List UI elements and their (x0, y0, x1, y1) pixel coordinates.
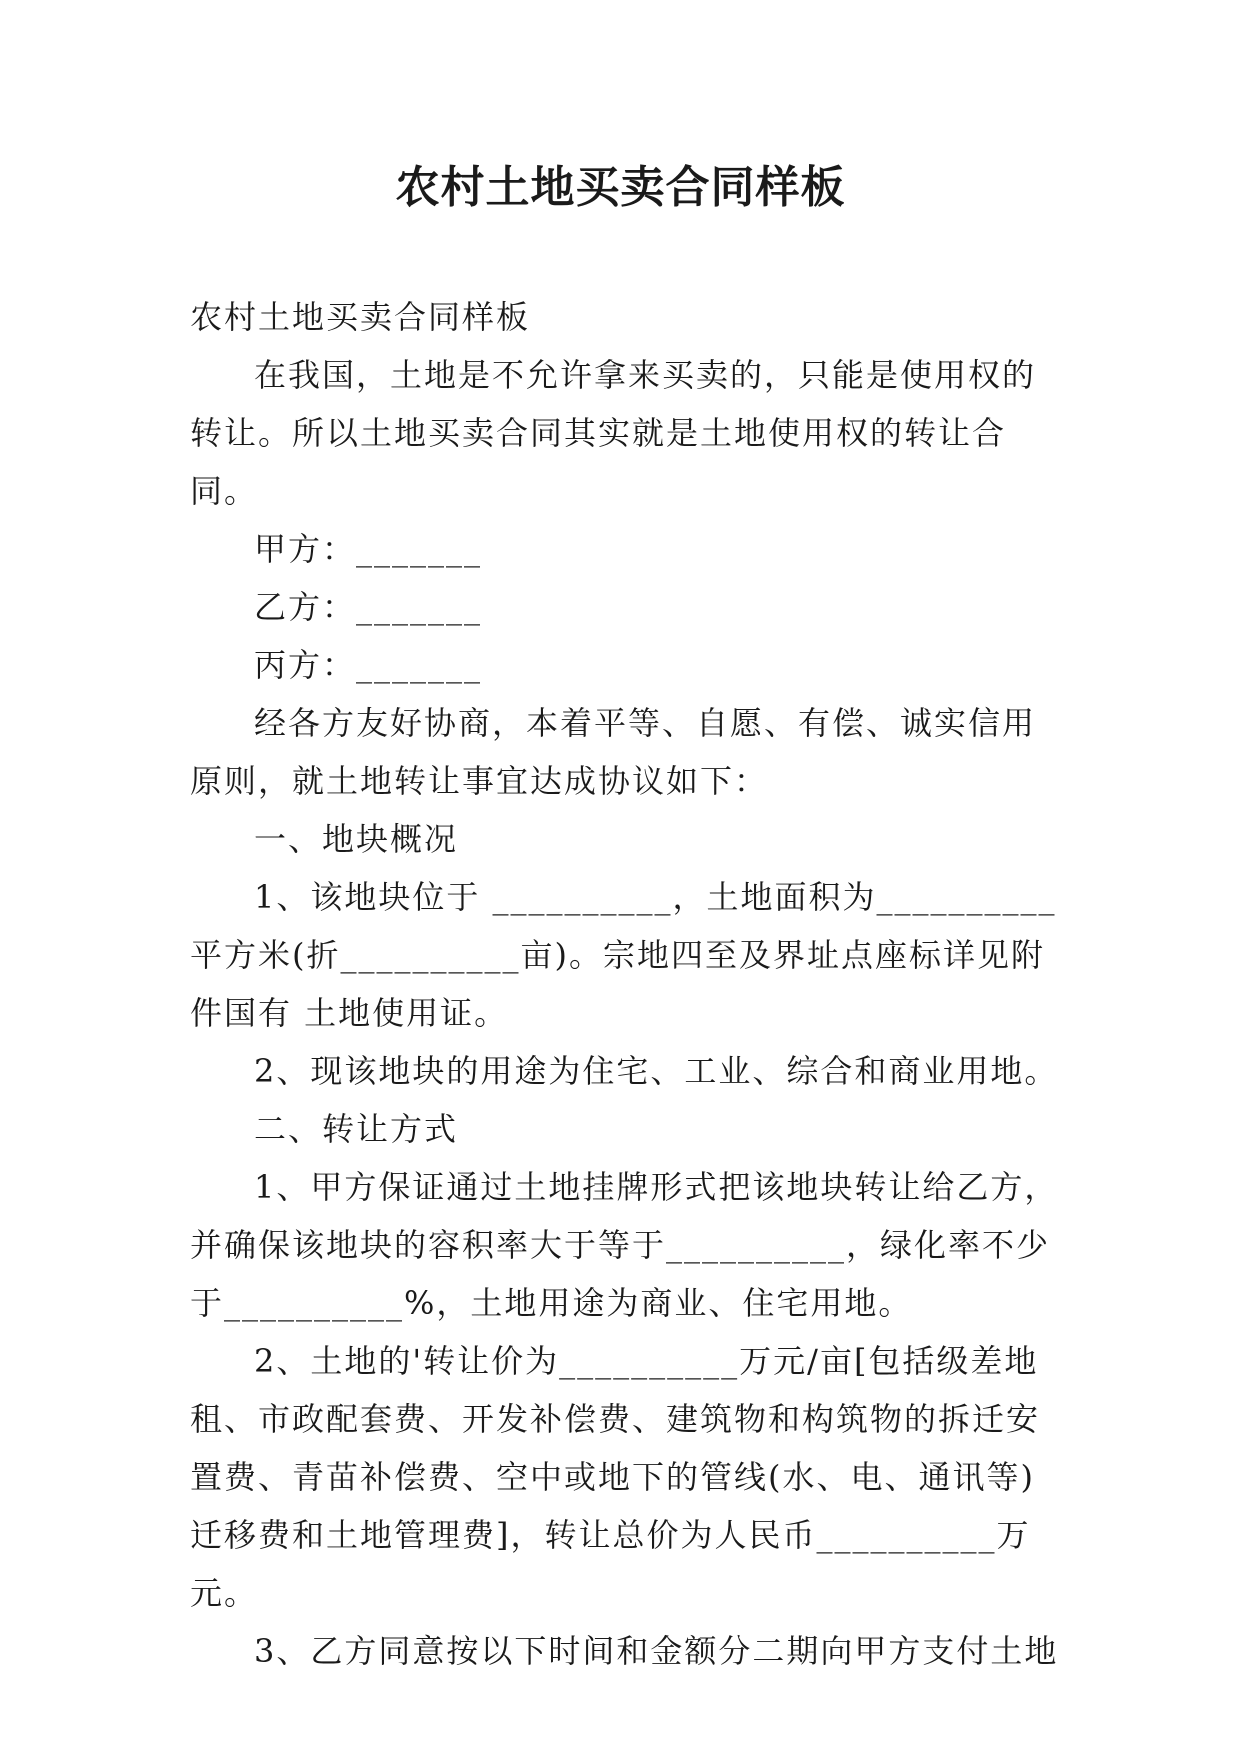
paragraph: 在我国，土地是不允许拿来买卖的，只能是使用权的转让。所以土地买卖合同其实就是土地使用权的转让合同。 (190, 356, 1037, 510)
paragraph: 2、现该地块的用途为住宅、工业、综合和商业用地。 (254, 1052, 1059, 1090)
paragraph: 1、该地块位于 __________，土地面积为__________平方米(折__________亩)。宗地四至及界址点座标详见附件国有 土地使用证。 (190, 878, 1057, 1032)
document-body (190, 288, 1060, 1680)
paragraph: 二、转让方式 (254, 1110, 459, 1148)
paragraph: 乙方：_______ (254, 588, 483, 626)
paragraph: 3、乙方同意按以下时间和金额分二期向甲方支付土地 (254, 1632, 1059, 1670)
paragraph: 2、土地的'转让价为__________万元/亩[包括级差地租、市政配套费、开发补偿费、建筑物和构筑物的拆迁安置费、青苗补偿费、空中或地下的管线(水、电、通讯等)迁移费和土地管理费]，转让总价为人民币__________万元。 (190, 1342, 1041, 1612)
paragraph: 一、地块概况 (254, 820, 459, 858)
paragraph: 丙方：_______ (254, 646, 483, 684)
paragraph: 甲方：_______ (254, 530, 483, 568)
document-title: 农村土地买卖合同样板 (395, 162, 846, 213)
paragraph: 农村土地买卖合同样板 (190, 298, 531, 336)
paragraph: 经各方友好协商，本着平等、自愿、有偿、诚实信用原则，就土地转让事宜达成协议如下： (190, 704, 1037, 800)
paragraph: 1、甲方保证通过土地挂牌形式把该地块转让给乙方，并确保该地块的容积率大于等于__________，绿化率不少于__________%，土地用途为商业、住宅用地。 (190, 1168, 1059, 1322)
